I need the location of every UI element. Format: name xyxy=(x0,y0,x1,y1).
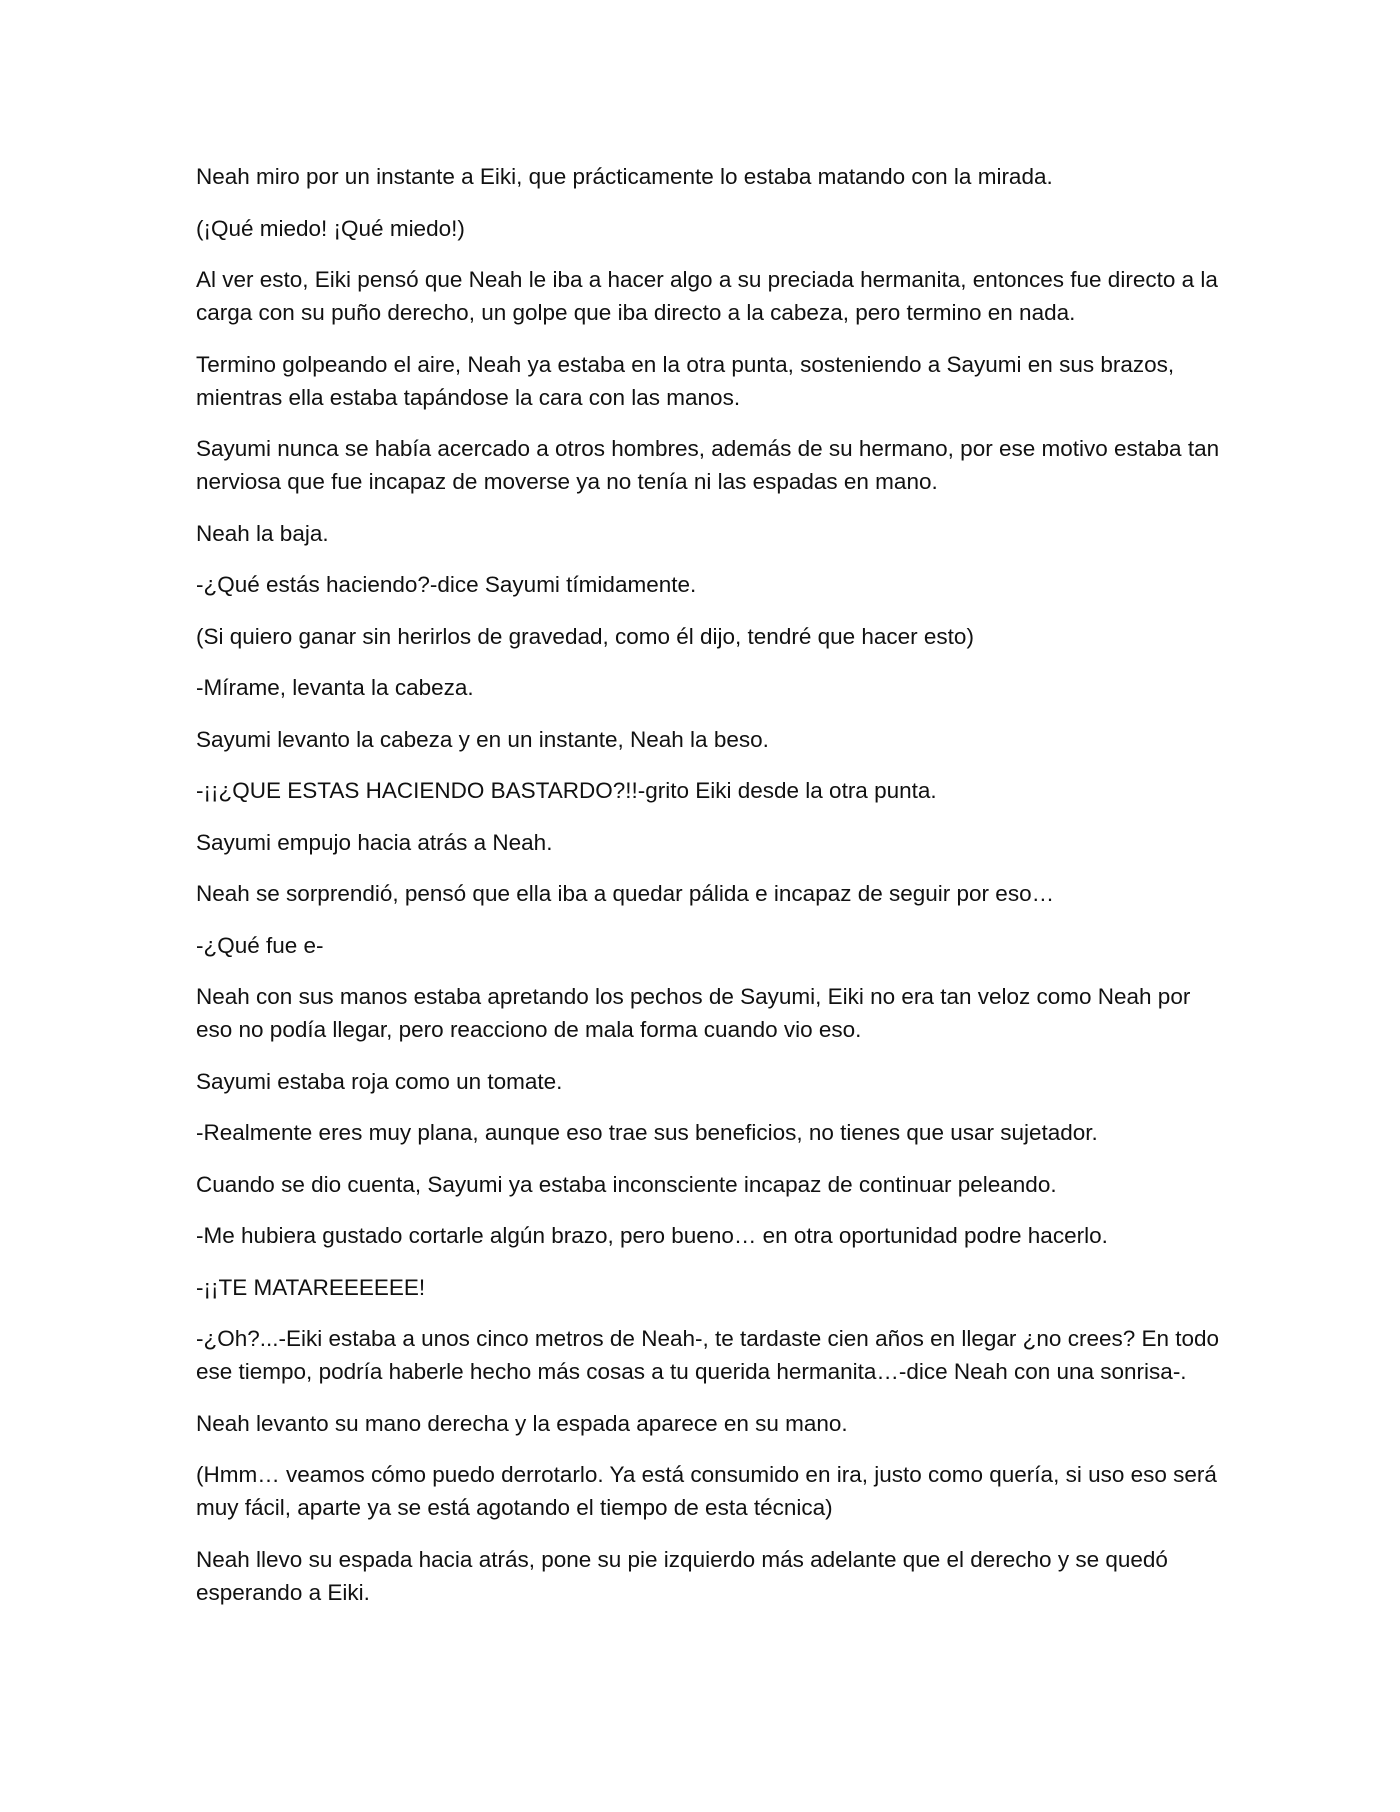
document-body xyxy=(196,160,1221,1627)
paragraph: Neah con sus manos estaba apretando los pechos de Sayumi, Eiki no era tan veloz como Neah por eso no podía llegar, pero reacciono de mala forma cuando vio eso. xyxy=(196,984,1191,1042)
paragraph: Neah levanto su mano derecha y la espada aparece en su mano. xyxy=(196,1410,848,1436)
paragraph: -¡¡¿QUE ESTAS HACIENDO BASTARDO?!!-grito Eiki desde la otra punta. xyxy=(196,778,937,803)
paragraph: -Me hubiera gustado cortarle algún brazo, pero bueno… en otra oportunidad podre hacerlo. xyxy=(196,1223,1108,1248)
paragraph: Sayumi nunca se había acercado a otros hombres, además de su hermano, por ese motivo estaba tan nerviosa que fue incapaz de moverse ya no tenía ni las espadas en mano. xyxy=(196,436,1220,494)
paragraph: -¿Qué estás haciendo?-dice Sayumi tímidamente. xyxy=(196,572,697,597)
paragraph: Neah llevo su espada hacia atrás, pone su pie izquierdo más adelante que el derecho y se quedó esperando a Eiki. xyxy=(196,1546,1168,1605)
paragraph: Neah la baja. xyxy=(196,520,329,546)
paragraph: (¡Qué miedo! ¡Qué miedo!) xyxy=(196,215,465,241)
paragraph: Al ver esto, Eiki pensó que Neah le iba a hacer algo a su preciada hermanita, entonces fue directo a la carga con su puño derecho, un golpe que iba directo a la cabeza, pero termino en nada. xyxy=(196,267,1218,325)
paragraph: (Si quiero ganar sin herirlos de gravedad, como él dijo, tendré que hacer esto) xyxy=(196,623,974,649)
paragraph: (Hmm… veamos cómo puedo derrotarlo. Ya está consumido en ira, justo como quería, si uso eso será muy fácil, aparte ya se está agotando el tiempo de esta técnica) xyxy=(196,1462,1217,1520)
paragraph: -¿Qué fue e- xyxy=(196,932,324,958)
paragraph: Sayumi estaba roja como un tomate. xyxy=(196,1068,563,1094)
paragraph: -¿Oh?...-Eiki estaba a unos cinco metros de Neah-, te tardaste cien años en llegar ¿no crees? En todo ese tiempo, podría haberle hecho más cosas a tu querida hermanita…-dice Neah con una sonrisa-. xyxy=(196,1326,1220,1384)
paragraph: Neah se sorprendió, pensó que ella iba a quedar pálida e incapaz de seguir por eso… xyxy=(196,881,1055,906)
paragraph: Cuando se dio cuenta, Sayumi ya estaba inconsciente incapaz de continuar peleando. xyxy=(196,1171,1057,1197)
paragraph: Sayumi levanto la cabeza y en un instante, Neah la beso. xyxy=(196,726,769,752)
paragraph: -Realmente eres muy plana, aunque eso trae sus beneficios, no tienes que usar sujetador. xyxy=(196,1120,1098,1145)
paragraph: -¡¡TE MATAREEEEEE! xyxy=(196,1274,426,1300)
paragraph: Termino golpeando el aire, Neah ya estaba en la otra punta, sosteniendo a Sayumi en sus brazos, mientras ella estaba tapándose la cara con las manos. xyxy=(196,351,1175,410)
paragraph: Sayumi empujo hacia atrás a Neah. xyxy=(196,829,553,855)
paragraph: Neah miro por un instante a Eiki, que prácticamente lo estaba matando con la mirada. xyxy=(196,164,1053,189)
paragraph: -Mírame, levanta la cabeza. xyxy=(196,675,474,700)
